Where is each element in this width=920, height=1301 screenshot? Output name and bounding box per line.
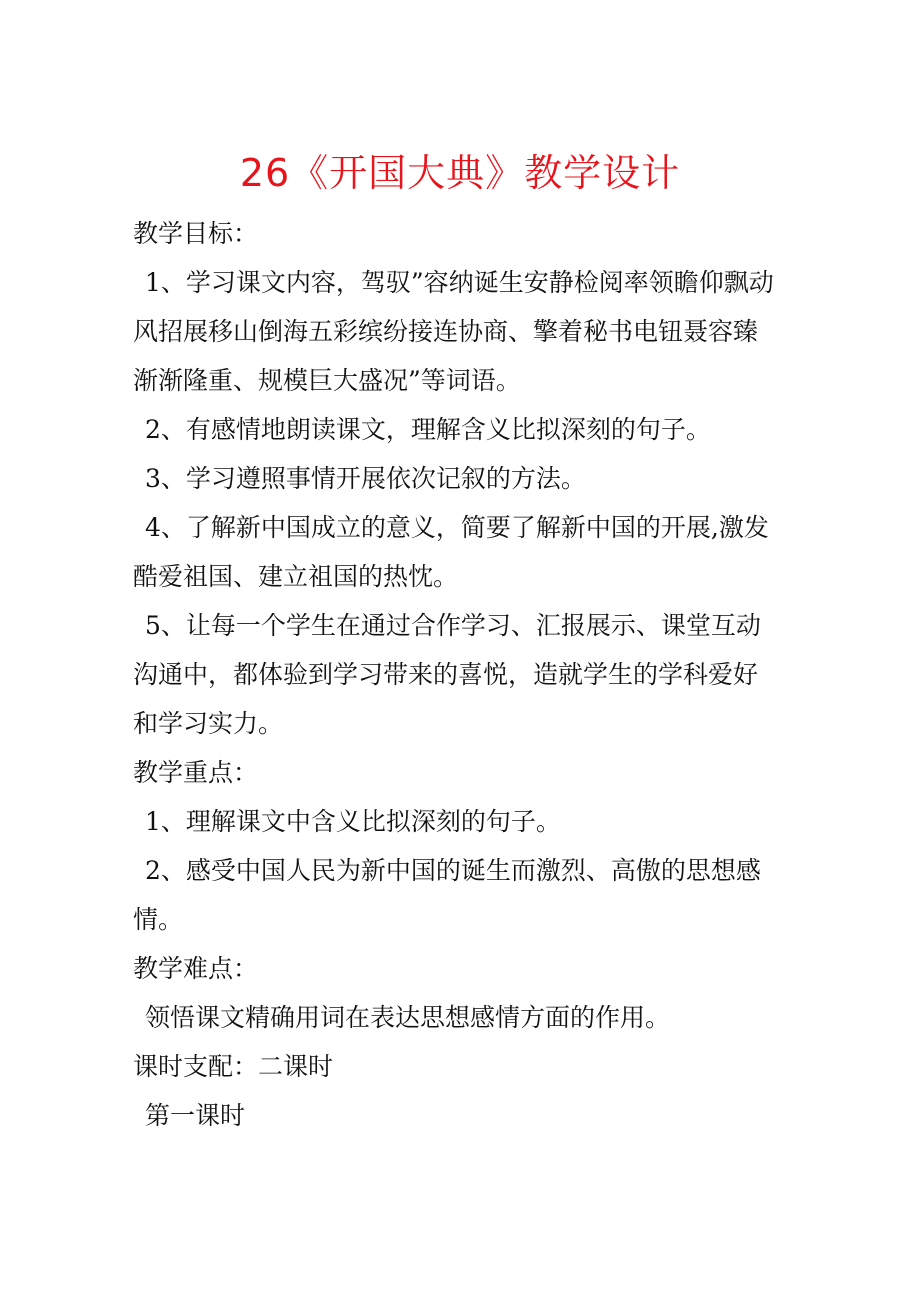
goal-4-line-1: 4、了解新中国成立的意义，简要了解新中国的开展,激发 (145, 513, 769, 542)
goal-5-line-1: 5、让每一个学生在通过合作学习、汇报展示、课堂互动 (145, 611, 761, 640)
goal-5-line-2: 沟通中，都体验到学习带来的喜悦，造就学生的学科爱好 (133, 660, 759, 689)
difficulty-text: 领悟课文精确用词在表达思想感情方面的作用。 (145, 1003, 671, 1032)
goal-5-line-3: 和学习实力。 (133, 709, 284, 738)
goal-3: 3、学习遵照事情开展依次记叙的方法。 (145, 464, 586, 493)
document-title: 26《开国大典》教学设计 (239, 151, 681, 195)
heading-teaching-goals: 教学目标： (133, 219, 259, 248)
key-point-2-line-2: 情。 (133, 905, 184, 934)
goal-1-line-2: 风招展移山倒海五彩缤纷接连协商、擎着秘书电钮聂容臻 (133, 317, 759, 346)
first-lesson-heading: 第一课时 (145, 1101, 246, 1130)
goal-1-line-3: 渐渐隆重、规模巨大盛况”等词语。 (133, 366, 521, 395)
key-point-1: 1、理解课文中含义比拟深刻的句子。 (145, 807, 561, 836)
goal-4-line-2: 酷爱祖国、建立祖国的热忱。 (133, 562, 459, 591)
heading-difficulties: 教学难点： (133, 954, 259, 983)
lesson-allocation: 课时支配：二课时 (133, 1052, 334, 1081)
goal-2: 2、有感情地朗读课文，理解含义比拟深刻的句子。 (145, 415, 711, 444)
goal-1-line-1: 1、学习课文内容，驾驭”容纳诞生安静检阅率领瞻仰飘动 (145, 268, 774, 297)
key-point-2-line-1: 2、感受中国人民为新中国的诞生而激烈、高傲的思想感 (145, 856, 761, 885)
heading-key-points: 教学重点： (133, 758, 259, 787)
